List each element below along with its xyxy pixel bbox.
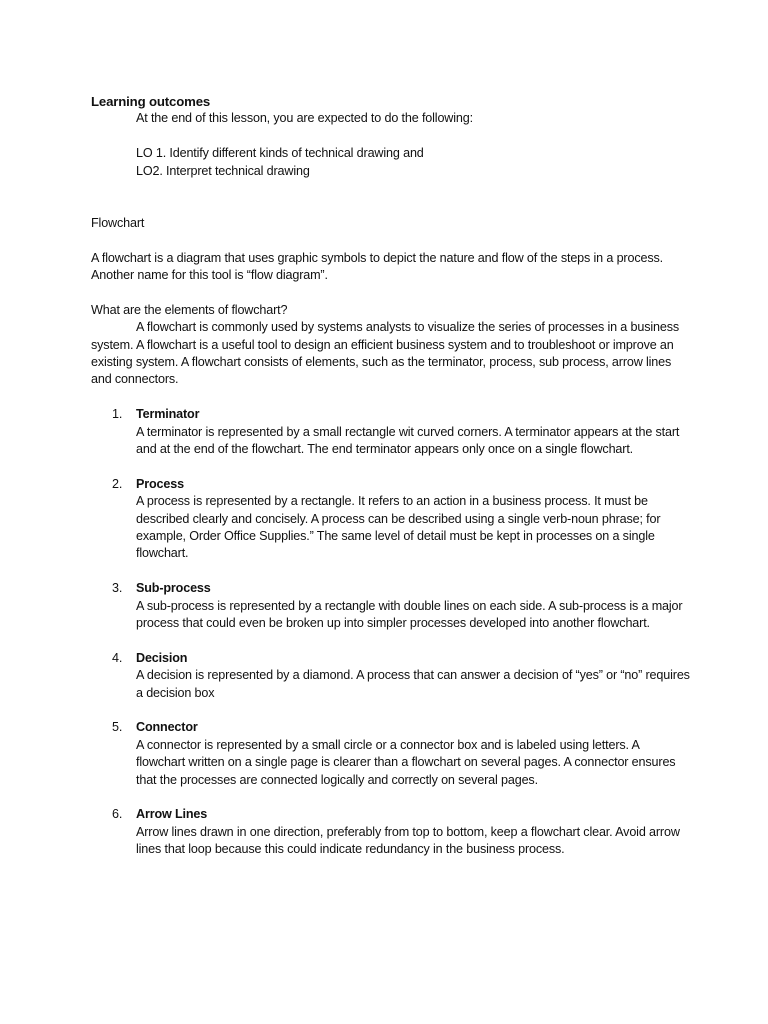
elements-question: What are the elements of flowchart? (91, 302, 288, 317)
list-item-description: A connector is represented by a small circle or a connector box and is labeled using letters. A flowchart written on a single page is clearer than a flowchart on several pages. A connector ensures that the processes are connected logically and correctly on several pages. (136, 737, 676, 787)
spacer (91, 284, 691, 301)
list-item-description: A sub-process is represented by a rectangle with double lines on each side. A sub-process is a major process that could even be broken up into simpler processes developed into another flowchart. (136, 598, 683, 631)
list-item-number: 3. (112, 581, 123, 596)
flowchart-title: Flowchart (91, 215, 145, 230)
elements-list (91, 406, 691, 858)
list-item-title: Decision (136, 650, 188, 665)
list-item-number: 5. (112, 720, 123, 735)
list-item-arrow-lines (91, 806, 691, 858)
list-item-number: 2. (112, 476, 123, 491)
elements-intro: A flowchart is commonly used by systems analysts to visualize the series of processes in a business system. A flowchart is a useful tool to design an efficient business system and to troubleshoot or improve an existing system. A flowchart consists of elements, such as the terminator, process, sub process, arrow lines and connectors. (91, 320, 680, 387)
list-item-terminator (91, 406, 691, 458)
spacer (91, 197, 691, 214)
list-item-number: 1. (112, 407, 123, 422)
list-item-description: A terminator is represented by a small rectangle wit curved corners. A terminator appears at the start and at the end of the flowchart. The end terminator appears only once on a single flowchart. (136, 424, 680, 457)
list-item-title: Process (136, 476, 184, 491)
list-item-connector (91, 719, 691, 789)
list-item-process (91, 476, 691, 563)
list-item-number: 4. (112, 650, 123, 665)
list-item-description: Arrow lines drawn in one direction, preferably from top to bottom, keep a flowchart clear. Avoid arrow lines that loop because this could indicate redundancy in the business process. (136, 824, 680, 857)
list-item-number: 6. (112, 807, 123, 822)
list-item-decision (91, 650, 691, 702)
flowchart-definition: A flowchart is a diagram that uses graphic symbols to depict the nature and flow of the steps in a process. Another name for this tool is “flow diagram”. (91, 250, 663, 282)
list-item-title: Connector (136, 720, 198, 735)
list-item-description: A decision is represented by a diamond. A process that can answer a decision of “yes” or “no” requires a decision box (136, 668, 690, 700)
spacer (91, 180, 691, 197)
spacer (91, 389, 691, 406)
document-body (91, 93, 691, 876)
list-item-sub-process (91, 580, 691, 632)
learning-outcomes-intro: At the end of this lesson, you are expected to do the following: (136, 111, 473, 126)
list-item-title: Terminator (136, 407, 200, 422)
learning-outcome-2: LO2. Interpret technical drawing (136, 163, 310, 178)
list-item-title: Sub-process (136, 581, 211, 596)
spacer (91, 232, 691, 249)
spacer (91, 128, 691, 145)
learning-outcome-1: LO 1. Identify different kinds of technical drawing and (136, 146, 424, 161)
list-item-description: A process is represented by a rectangle. It refers to an action in a business process. It must be described clearly and concisely. A process can be described using a single verb-noun phrase; for example, Order Office Supplies.” The same level of detail must be kept in processes on a single flowchart. (136, 494, 661, 561)
list-item-title: Arrow Lines (136, 807, 208, 822)
learning-outcomes-heading: Learning outcomes (91, 94, 211, 109)
